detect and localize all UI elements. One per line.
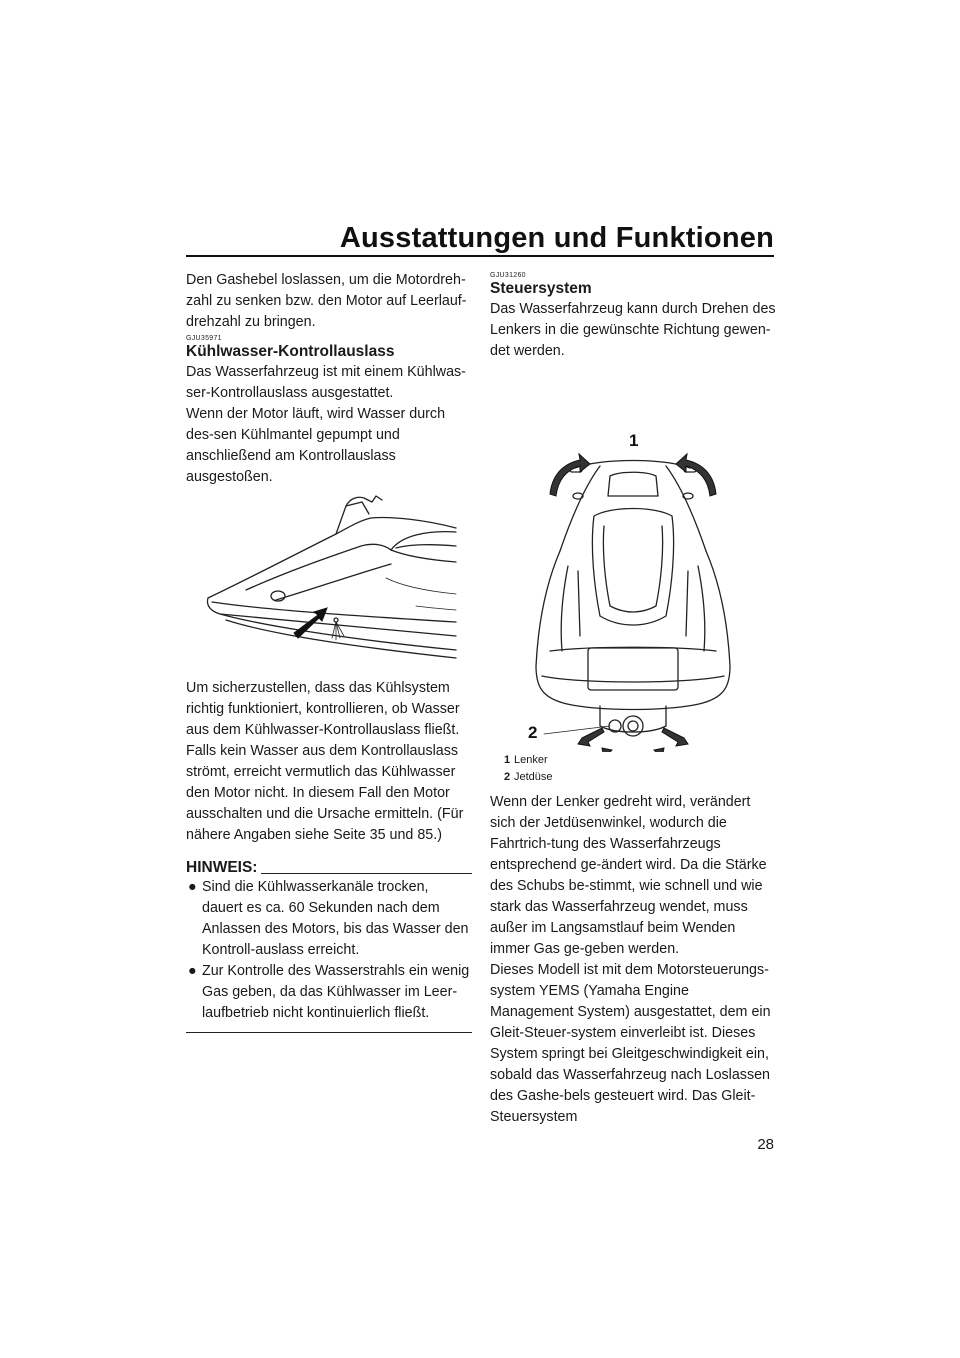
note-rule [261,873,472,874]
callout-label: 1 [629,431,639,450]
legend-item [504,769,776,786]
watercraft-top-illustration [490,366,776,752]
legend-item [504,752,776,769]
note-label: HINWEIS: [186,859,258,876]
watercraft-side-illustration [186,488,472,678]
legend-number: 1 [504,754,511,766]
note-header [186,859,472,877]
section-code: GJU31260 [490,272,526,279]
bullet-icon: ● [188,963,197,979]
paragraph: Dieses Modell ist mit dem Motorsteuerungs-system YEMS (Yamaha Engine Management System) ausgestattet, dem ein Gleit-Steuer-system einverleibt ist. Dieses System springt bei Gleitgeschwindigkeit ein, sobald das Wasserfahrzeug nach Loslassen des Gashe-bels gesteuert wird. Das Gleit-Steuersystem [490,962,771,1125]
legend-number: 2 [504,771,511,783]
figure-legend [504,752,776,786]
list-item [186,877,472,961]
section-heading: Steuersystem [490,280,592,297]
paragraph: Das Wasserfahrzeug kann durch Drehen des Lenkers in die gewünschte Richtung gewen-det werden. [490,301,776,359]
bullet-icon: ● [188,879,197,895]
paragraph: Das Wasserfahrzeug ist mit einem Kühlwas-ser-Kontrollauslass ausgestattet. [186,364,466,401]
header-rule [186,255,774,257]
page-number: 28 [757,1136,774,1153]
paragraph: Um sicherzustellen, dass das Kühlsystem richtig funktioniert, kontrollieren, ob Wasser aus dem Kühlwasser-Kontrollauslass fließt. Falls kein Wasser aus dem Kontrollauslass strömt, erreicht vermutlich das Kühlwasser den Motor nicht. In diesem Fall den Motor ausschalten und die Ursache ermitteln. (Für nähere Angaben siehe Seite 35 und 85.) [186,680,464,843]
intro-paragraph: Den Gashebel loslassen, um die Motordreh-zahl zu senken bzw. den Motor auf Leerlauf-drehzahl zu bringen. [186,272,467,330]
paragraph: Wenn der Lenker gedreht wird, verändert sich der Jetdüsenwinkel, wodurch die Fahrtrich-tung des Wasserfahrzeugs entsprechend ge-ändert wird. Da die Stärke des Schubs be-stimmt, wie schnell und wie stark das Wasserfahrzeug wendet, muss außer im Langsamstlauf beim Wenden immer Gas ge-geben werden. [490,794,767,957]
section-code: GJU35971 [186,335,222,342]
list-item-text: Zur Kontrolle des Wasserstrahls ein wenig Gas geben, da das Kühlwasser im Leer-laufbetrieb nicht kontinuierlich fließt. [202,963,470,1021]
right-column [490,270,776,1128]
callout-label: 2 [528,723,538,742]
note-end-rule [186,1032,472,1033]
legend-label: Lenker [514,754,548,766]
legend-label: Jetdüse [514,771,553,783]
page-title: Ausstattungen und Funktionen [339,222,774,254]
left-column [186,270,472,1033]
paragraph: Wenn der Motor läuft, wird Wasser durch des-sen Kühlmantel gepumpt und anschließend am Kontrollauslass ausgestoßen. [186,406,446,485]
section-heading: Kühlwasser-Kontrollauslass [186,343,395,360]
list-item-text: Sind die Kühlwasserkanäle trocken, dauert es ca. 60 Sekunden nach dem Anlassen des Motors, bis das Wasser den Kontroll-auslass erreicht. [202,879,469,958]
list-item [186,961,472,1024]
